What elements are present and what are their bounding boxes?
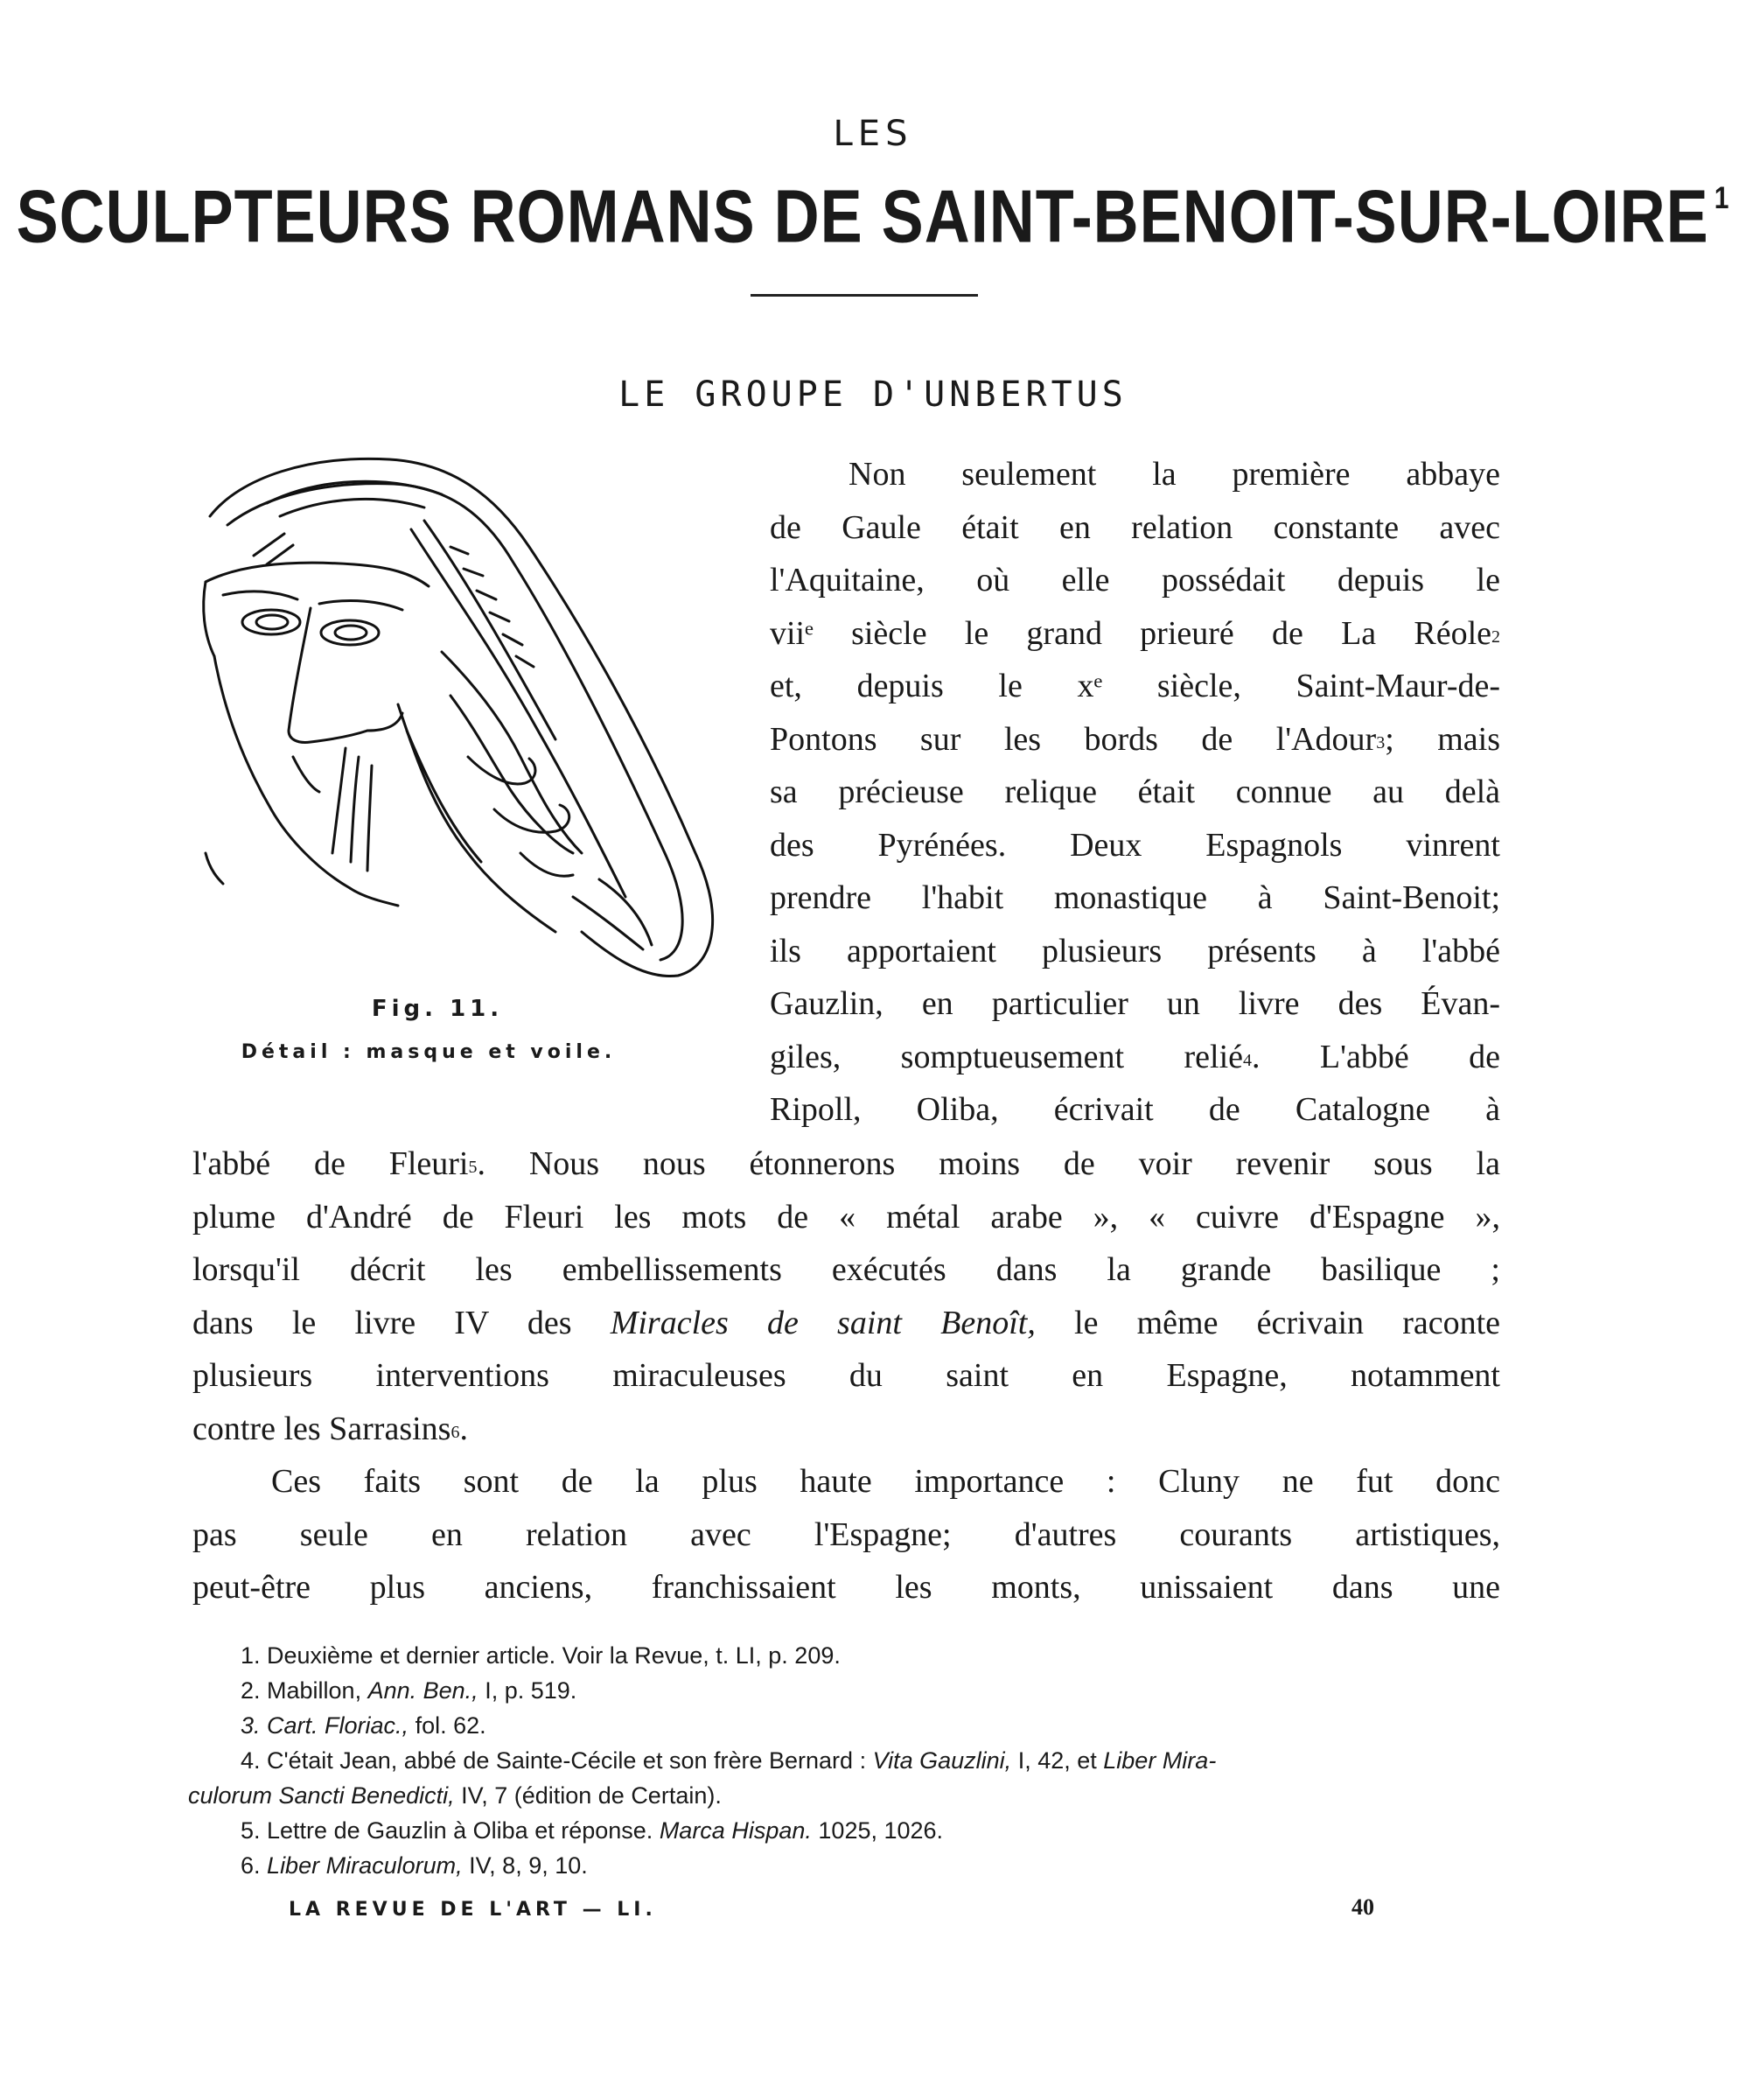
text-fragment: ; mais bbox=[1385, 720, 1500, 758]
text-line: ils apportaient plusieurs présents à l'abbé bbox=[770, 932, 1500, 970]
text-fragment: . bbox=[459, 1410, 468, 1447]
footnote-ref: 2 bbox=[1491, 626, 1500, 647]
text-fragment: le même écrivain raconte bbox=[1074, 1304, 1500, 1341]
text-fragment: dans le livre IV des bbox=[192, 1304, 572, 1341]
page-number: 40 bbox=[1351, 1894, 1374, 1920]
text-fragment: 2. Mabillon, bbox=[241, 1677, 362, 1704]
italic-ref: Ann. Ben., bbox=[367, 1677, 478, 1704]
text-fragment: contre les Sarrasins bbox=[192, 1410, 451, 1447]
text-fragment: . Nous nous étonnerons moins de voir revenir sous la bbox=[477, 1145, 1500, 1182]
footnote-ref: 1 bbox=[1714, 181, 1730, 216]
text-line bbox=[770, 713, 1500, 766]
text-fragment: Pontons sur les bords de l'Adour bbox=[770, 720, 1377, 758]
figure-caption: Détail : masque et voile. bbox=[241, 1041, 617, 1063]
title-kicker: LES bbox=[833, 114, 913, 154]
italic-ref: Marca Hispan. bbox=[659, 1817, 812, 1844]
text-line: l'Aquitaine, où elle possédait depuis le bbox=[770, 562, 1500, 598]
text-line: sa précieuse relique était connue au delà bbox=[770, 774, 1500, 810]
text-line: Ripoll, Oliba, écrivait de Catalogne à bbox=[770, 1091, 1500, 1128]
page-title bbox=[0, 175, 1746, 260]
text-fragment: 4. C'était Jean, abbé de Sainte-Cécile et son frère Bernard : bbox=[241, 1747, 867, 1774]
title-divider bbox=[751, 294, 978, 297]
text-fragment: fol. 62. bbox=[415, 1712, 486, 1739]
text-line: Gauzlin, en particulier un livre des Évan- bbox=[770, 985, 1500, 1022]
text-line: Ces faits sont de la plus haute importance : Cluny ne fut donc bbox=[271, 1463, 1500, 1500]
italic-ref: Vita Gauzlini, bbox=[872, 1747, 1012, 1774]
text-line: de Gaule était en relation constante avec bbox=[770, 508, 1500, 546]
text-line bbox=[192, 1297, 1500, 1350]
text-line bbox=[192, 1403, 1500, 1456]
italic-title: Miracles de saint Benoît, bbox=[610, 1304, 1036, 1341]
paragraph-wide-column bbox=[192, 1138, 1500, 1614]
text-fragment: I, p. 519. bbox=[485, 1677, 577, 1704]
footnote-ref: 4 bbox=[1243, 1050, 1252, 1070]
italic-ref: culorum Sancti Benedicti, bbox=[188, 1782, 455, 1809]
footnotes bbox=[188, 1638, 1500, 1883]
running-footer: LA REVUE DE L'ART — LI. bbox=[289, 1899, 657, 1921]
paragraph-narrow-column bbox=[770, 448, 1500, 1137]
footnote-ref: 3 bbox=[1376, 732, 1386, 752]
text-line bbox=[770, 607, 1500, 661]
footnote-ref: 5 bbox=[468, 1158, 478, 1177]
text-line: peut-être plus anciens, franchissaient les monts, unissaient dans une bbox=[192, 1569, 1500, 1606]
italic-ref: Liber Miraculorum, bbox=[267, 1852, 463, 1879]
text-line: et, depuis le xᵉ siècle, Saint-Maur-de- bbox=[770, 668, 1500, 704]
page-title-text: SCULPTEURS ROMANS DE SAINT-BENOIT-SUR-LOIRE bbox=[16, 176, 1709, 259]
text-line: prendre l'habit monastique à Saint-Benoit; bbox=[770, 879, 1500, 916]
section-heading: LE GROUPE D'UNBERTUS bbox=[618, 374, 1128, 415]
text-line bbox=[192, 1138, 1500, 1191]
italic-ref: Liber Mira- bbox=[1103, 1747, 1217, 1774]
footnote-continuation bbox=[188, 1778, 1500, 1813]
text-fragment: viiᵉ siècle le grand prieuré de La Réole bbox=[770, 614, 1491, 652]
footnote bbox=[188, 1848, 1500, 1883]
text-fragment: IV, 8, 9, 10. bbox=[469, 1852, 588, 1879]
footnote bbox=[188, 1673, 1500, 1708]
italic-ref: 3. Cart. Floriac., bbox=[241, 1712, 409, 1739]
text-line: Non seulement la première abbaye bbox=[849, 456, 1500, 493]
text-line bbox=[770, 1031, 1500, 1084]
text-line: des Pyrénées. Deux Espagnols vinrent bbox=[770, 826, 1500, 864]
mask-and-veil-drawing bbox=[188, 442, 748, 993]
footnote bbox=[188, 1708, 1500, 1743]
figure-label: Fig. 11. bbox=[371, 996, 504, 1022]
text-fragment: I, 42, et bbox=[1017, 1747, 1097, 1774]
figure-illustration bbox=[188, 442, 748, 993]
text-fragment: 5. Lettre de Gauzlin à Oliba et réponse. bbox=[241, 1817, 653, 1844]
footnote bbox=[188, 1743, 1500, 1778]
text-fragment: l'abbé de Fleuri bbox=[192, 1145, 469, 1182]
text-fragment: IV, 7 (édition de Certain). bbox=[461, 1782, 722, 1809]
text-line: lorsqu'il décrit les embellissements exécutés dans la grande basilique ; bbox=[192, 1251, 1500, 1288]
footnote-ref: 6 bbox=[450, 1422, 460, 1442]
text-line: plusieurs interventions miraculeuses du saint en Espagne, notamment bbox=[192, 1357, 1500, 1394]
text-fragment: . L'abbé de bbox=[1252, 1038, 1500, 1075]
text-fragment: 6. bbox=[241, 1852, 261, 1879]
text-line: plume d'André de Fleuri les mots de « métal arabe », « cuivre d'Espagne », bbox=[192, 1198, 1500, 1236]
text-fragment: 1025, 1026. bbox=[818, 1817, 944, 1844]
text-fragment: giles, somptueusement relié bbox=[770, 1038, 1243, 1075]
text-line: pas seule en relation avec l'Espagne; d'autres courants artistiques, bbox=[192, 1516, 1500, 1553]
footnote bbox=[188, 1813, 1500, 1848]
footnote: 1. Deuxième et dernier article. Voir la Revue, t. LI, p. 209. bbox=[241, 1642, 841, 1669]
